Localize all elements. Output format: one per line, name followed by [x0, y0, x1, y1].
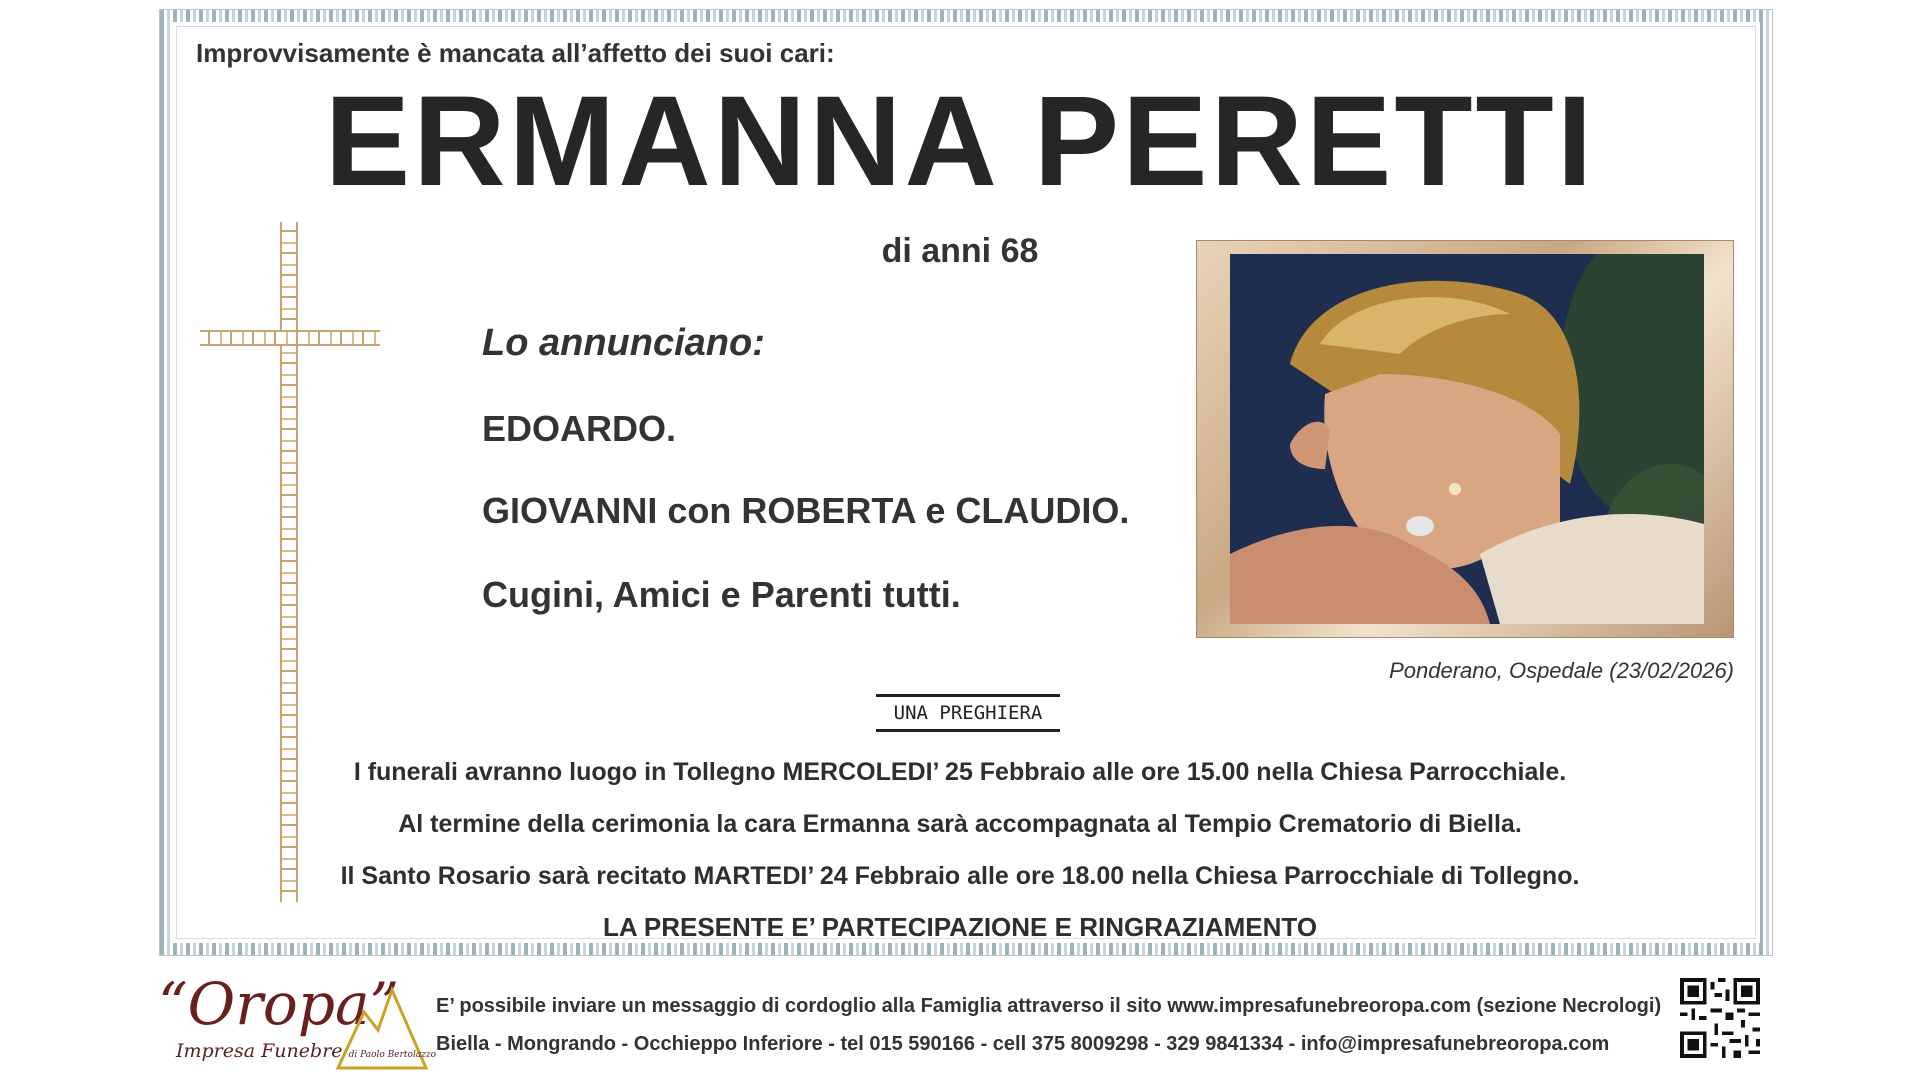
deceased-age: di anni 68: [881, 232, 1039, 270]
family-line: GIOVANNI con ROBERTA e CLAUDIO.: [482, 490, 1130, 531]
logo-subtitle: [176, 1040, 436, 1062]
acknowledgement-line: LA PRESENTE E’ PARTECIPAZIONE E RINGRAZIAMENTO: [602, 912, 1318, 942]
cross-vertical-beam: [280, 222, 298, 902]
funeral-info-line: I funerali avranno luogo in Tollegno MERCOLEDI’ 25 Febbraio alle ore 15.00 nella Chiesa Parrocchiale.: [353, 758, 1567, 786]
family-line: EDOARDO.: [482, 408, 677, 449]
contact-info: Biella - Mongrando - Occhieppo Inferiore - tel 015 590166 - cell 375 8009298 - 329 9841334 - info@impresafunebreoropa.com: [436, 1033, 1610, 1055]
logo-subtitle-text: Impresa Funebre: [176, 1040, 343, 1062]
condolence-message: E’ possibile inviare un messaggio di cordoglio alla Famiglia attraverso il sito www.impresafunebreoropa.com (sezione Necrologi): [436, 995, 1662, 1017]
family-line: Cugini, Amici e Parenti tutti.: [482, 574, 961, 615]
funeral-info-line: Al termine della cerimonia la cara Ermanna sarà accompagnata al Tempio Crematorio di Biella.: [398, 810, 1522, 838]
funeral-info-line: Il Santo Rosario sarà recitato MARTEDI’ 24 Febbraio alle ore 18.00 nella Chiesa Parrocchiale di Tollegno.: [340, 862, 1580, 890]
funeral-home-logo: [158, 970, 437, 1076]
announce-label: Lo annunciano:: [482, 322, 765, 364]
logo-credit: di Paolo Bertolazzo: [348, 1050, 437, 1060]
cross-horizontal-beam: [200, 330, 380, 346]
logo-wordmark: “Oropa”: [158, 970, 400, 1038]
portrait-photo: [1230, 254, 1704, 624]
deceased-name: ERMANNA PERETTI: [324, 70, 1596, 213]
portrait-illustration: [1230, 254, 1704, 624]
prayer-link[interactable]: UNA PREGHIERA: [876, 694, 1060, 732]
intro-text: Improvvisamente è mancata all’affetto dei suoi cari:: [196, 38, 835, 68]
photo-caption: Ponderano, Ospedale (23/02/2026): [1389, 658, 1734, 683]
qr-code-icon[interactable]: [1680, 976, 1760, 1060]
